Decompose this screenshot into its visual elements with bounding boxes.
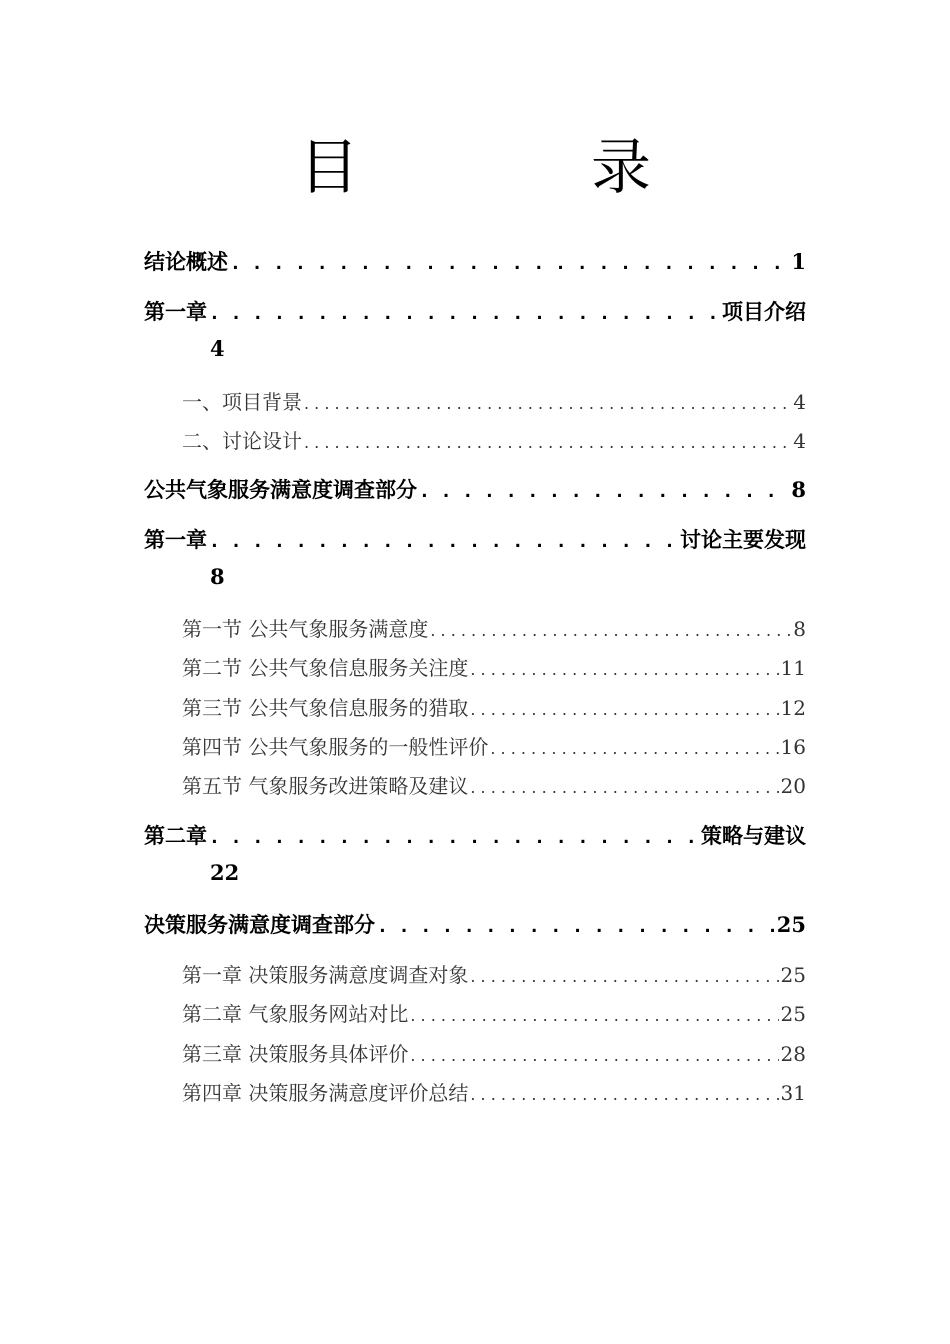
toc-entry-label: 第二章 气象服务网站对比 (182, 1002, 409, 1026)
toc-entry-label: 第一章 决策服务满意度调查对象 (182, 963, 469, 987)
toc-entry-prefix: 二、 (182, 429, 222, 453)
toc-entry-page: 12 (780, 696, 806, 720)
toc-entry[interactable] (182, 425, 806, 454)
toc-entry[interactable] (144, 246, 806, 276)
toc-entry-wrapped-page: 8 (210, 564, 225, 589)
toc-leader (230, 253, 789, 274)
toc-leader (304, 394, 791, 413)
toc-entry-label: 第四节 公共气象服务的一般性评价 (182, 735, 489, 759)
toc-entry-label: 决策服务满意度调查部分 (144, 913, 375, 937)
toc-entry-page: 25 (780, 1002, 806, 1026)
toc-entry-label: 第五节 气象服务改进策略及建议 (182, 774, 469, 798)
toc-leader (490, 739, 778, 758)
toc-entry[interactable] (182, 731, 806, 760)
toc-entry[interactable] (182, 1077, 806, 1106)
toc-entry[interactable] (182, 998, 806, 1027)
toc-entry-label: 第一节 公共气象服务满意度 (182, 617, 429, 641)
toc-entry[interactable] (182, 1038, 806, 1067)
toc-entry[interactable] (144, 820, 806, 850)
toc-entry-label: 第二节 公共气象信息服务关注度 (182, 656, 469, 680)
toc-entry[interactable] (144, 296, 806, 326)
toc-leader (430, 621, 791, 640)
toc-entry-label: 第三章 决策服务具体评价 (182, 1042, 409, 1066)
toc-entry-wrapped-page: 4 (210, 336, 225, 361)
toc-entry[interactable] (144, 909, 806, 939)
toc-entry-page: 8 (791, 477, 806, 502)
toc-entry-label: 项目背景 (222, 390, 302, 414)
toc-entry-page: 11 (780, 656, 806, 680)
toc-entry-page: 4 (793, 390, 806, 414)
toc-entry[interactable] (182, 692, 806, 721)
toc-leader (410, 1006, 778, 1025)
toc-entry[interactable] (182, 770, 806, 799)
toc-entry-page: 28 (780, 1042, 806, 1066)
toc-entry-prefix: 一、 (182, 390, 222, 414)
toc-entry-page: 讨论主要发现 (680, 528, 806, 552)
toc-entry-label: 第一章 (144, 300, 207, 324)
toc-entry-page: 20 (780, 774, 806, 798)
toc-entry[interactable] (144, 474, 806, 504)
toc-entry-page: 16 (780, 735, 806, 759)
toc-entry-page: 策略与建议 (701, 824, 806, 848)
toc-entry-label: 第四章 决策服务满意度评价总结 (182, 1081, 469, 1105)
toc-leader (209, 531, 678, 552)
page-title: 目 录 (299, 133, 737, 203)
toc-entry-label: 第一章 (144, 528, 207, 552)
toc-leader (470, 778, 778, 797)
toc-entry-wrapped-page: 22 (210, 860, 240, 885)
toc-leader (304, 433, 791, 452)
toc-leader (209, 827, 699, 848)
toc-entry-page: 25 (780, 963, 806, 987)
toc-entry-label: 结论概述 (144, 250, 228, 274)
toc-entry-label: 公共气象服务满意度调查部分 (144, 478, 417, 502)
toc-entry-page: 1 (791, 249, 806, 274)
toc-leader (410, 1046, 778, 1065)
toc-entry-page: 项目介绍 (722, 300, 806, 324)
toc-leader (470, 967, 778, 986)
toc-entry-page: 31 (780, 1081, 806, 1105)
toc-leader (209, 303, 720, 324)
toc-entry-page: 4 (793, 429, 806, 453)
toc-entry[interactable] (182, 959, 806, 988)
toc-entry[interactable] (182, 386, 806, 415)
toc-leader (470, 1085, 778, 1104)
toc-entry-page: 25 (776, 912, 806, 937)
toc-entry-label: 第二章 (144, 824, 207, 848)
toc-entry-label: 讨论设计 (222, 429, 302, 453)
toc-entry[interactable] (182, 652, 806, 681)
toc-entry-label: 第三节 公共气象信息服务的猎取 (182, 696, 469, 720)
toc-entry[interactable] (144, 524, 806, 554)
toc-leader (377, 916, 775, 937)
toc-leader (419, 481, 789, 502)
toc-entry-page: 8 (793, 617, 806, 641)
toc-entry[interactable] (182, 613, 806, 642)
toc-leader (470, 700, 778, 719)
toc-leader (470, 660, 778, 679)
